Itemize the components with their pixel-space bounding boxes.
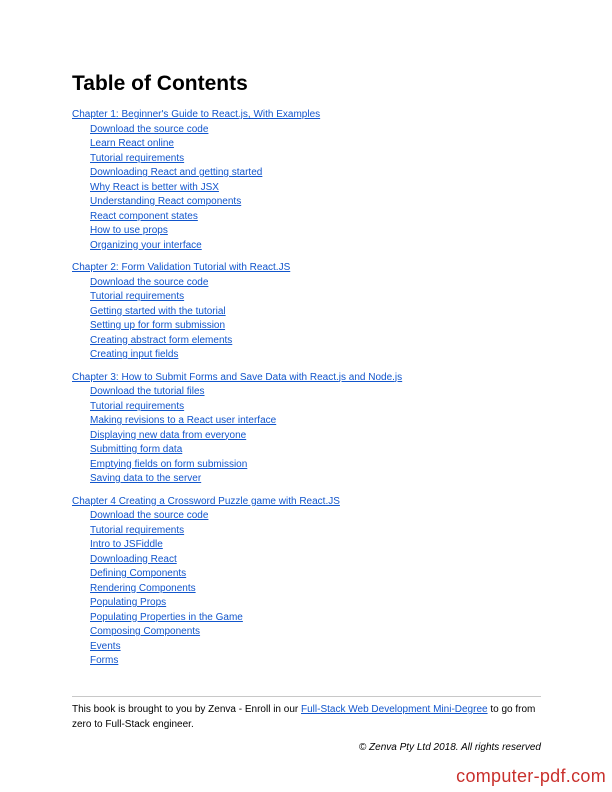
mini-degree-link[interactable]: Full-Stack Web Development Mini-Degree: [301, 704, 488, 715]
section-link[interactable]: Download the source code: [90, 123, 209, 135]
chapter-link[interactable]: Chapter 2: Form Validation Tutorial with React.JS: [72, 262, 291, 273]
section-link[interactable]: Forms: [90, 655, 119, 666]
section-link[interactable]: Saving data to the server: [90, 473, 202, 484]
section-link[interactable]: Making revisions to a React user interface: [90, 415, 277, 426]
toc-chapter: [72, 495, 542, 669]
section-list: [72, 385, 542, 487]
section-link[interactable]: Downloading React and getting started: [90, 167, 263, 178]
footer-text-after: to go from zero to Full-Stack engineer.: [72, 704, 536, 730]
site-watermark: computer-pdf.com: [456, 766, 606, 786]
section-list: [72, 276, 542, 363]
section-link[interactable]: Rendering Components: [90, 582, 196, 594]
section-list: [72, 509, 542, 669]
section-link[interactable]: Why React is better with JSX: [90, 181, 219, 193]
section-link[interactable]: Download the tutorial files: [90, 386, 205, 397]
section-link[interactable]: Tutorial requirements: [90, 524, 185, 536]
section-link[interactable]: Downloading React: [90, 553, 177, 565]
section-link[interactable]: Composing Components: [90, 626, 201, 637]
chapter-link[interactable]: Chapter 1: Beginner's Guide to React.js, With Examples: [72, 109, 321, 120]
section-link[interactable]: Creating abstract form elements: [90, 334, 233, 346]
section-link[interactable]: Learn React online: [90, 138, 174, 149]
footer-divider: [72, 696, 541, 697]
toc-chapter: [72, 371, 542, 487]
page-title: Table of Contents: [72, 72, 248, 95]
section-link[interactable]: Tutorial requirements: [90, 400, 185, 412]
section-link[interactable]: Tutorial requirements: [90, 152, 185, 164]
section-link[interactable]: Displaying new data from everyone: [90, 429, 247, 441]
section-link[interactable]: How to use props: [90, 225, 168, 236]
section-link[interactable]: Events: [90, 640, 121, 652]
section-link[interactable]: Creating input fields: [90, 349, 179, 360]
footer-text-before: This book is brought to you by Zenva - Enroll in our: [72, 704, 302, 715]
table-of-contents: [72, 108, 542, 677]
footer-note: [72, 702, 544, 732]
section-link[interactable]: Populating Properties in the Game: [90, 611, 243, 623]
section-link[interactable]: Submitting form data: [90, 444, 183, 455]
chapter-link[interactable]: Chapter 4 Creating a Crossword Puzzle game with React.JS: [72, 495, 340, 507]
section-link[interactable]: Tutorial requirements: [90, 291, 185, 302]
section-link[interactable]: Emptying fields on form submission: [90, 458, 248, 470]
section-list: [72, 123, 542, 254]
section-link[interactable]: Setting up for form submission: [90, 320, 226, 331]
section-link[interactable]: Organizing your interface: [90, 239, 202, 251]
section-link[interactable]: Intro to JSFiddle: [90, 539, 163, 550]
toc-chapter: [72, 108, 542, 253]
section-link[interactable]: React component states: [90, 210, 198, 222]
copyright-notice: © Zenva Pty Ltd 2018. All rights reserved: [358, 742, 541, 753]
toc-chapter: [72, 261, 542, 363]
section-link[interactable]: Populating Props: [90, 597, 167, 608]
section-link[interactable]: Defining Components: [90, 568, 187, 579]
chapter-link[interactable]: Chapter 3: How to Submit Forms and Save Data with React.js and Node.js: [72, 371, 403, 383]
section-link[interactable]: Getting started with the tutorial: [90, 305, 226, 317]
section-link[interactable]: Download the source code: [90, 276, 209, 288]
section-link[interactable]: Understanding React components: [90, 196, 242, 207]
section-link[interactable]: Download the source code: [90, 510, 209, 521]
